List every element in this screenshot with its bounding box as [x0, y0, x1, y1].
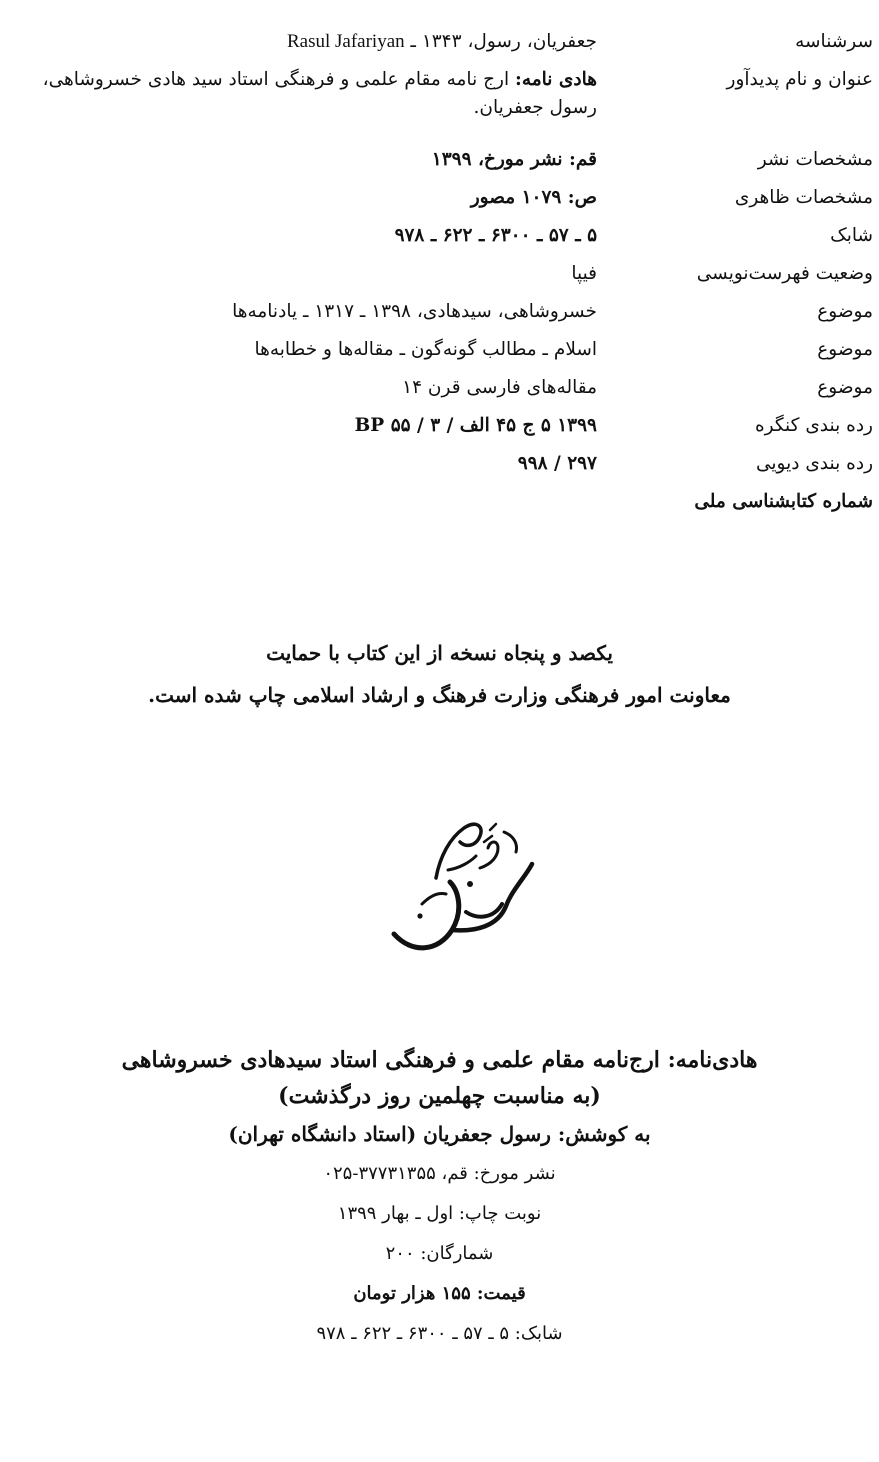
- edition-info: نوبت چاپ: اول ـ بهار ۱۳۹۹: [337, 1203, 542, 1224]
- cataloging-in-publication-block: [0, 22, 879, 520]
- support-line-1: یکصد و پنجاه نسخه از این کتاب با حمایت: [266, 641, 613, 665]
- book-editor: به کوشش: رسول جعفریان (استاد دانشگاه تهران): [228, 1122, 651, 1146]
- cip-label: موضوع: [817, 301, 873, 322]
- cip-label: مشخصات نشر: [757, 149, 873, 170]
- cip-row-status: [0, 254, 879, 292]
- cip-label: رده بندی کنگره: [754, 415, 873, 436]
- author-name-en: Rasul Jafariyan: [286, 31, 405, 52]
- cip-row-isbn: [0, 216, 879, 254]
- cip-value: ۱۳۹۹ ۵ ج ۴۵ الف / ۳ / ۵۵ BP: [354, 415, 597, 436]
- cip-value: ۵ ـ ۵۷ ـ ۶۳۰۰ ـ ۶۲۲ ـ ۹۷۸: [394, 225, 597, 246]
- cip-value: خسروشاهی، سیدهادی، ۱۳۹۸ ـ ۱۳۱۷ ـ یادنامه‌ها: [232, 301, 597, 322]
- cip-row-subject: [0, 292, 879, 330]
- cip-label: مشخصات ظاهری: [734, 187, 873, 208]
- cip-label: شابک: [830, 225, 873, 246]
- cip-label: عنوان و نام پدیدآور: [726, 69, 873, 90]
- cip-value: فیپا: [571, 263, 597, 284]
- logo-svg: [380, 812, 540, 962]
- cip-row-title: [0, 60, 879, 140]
- isbn: شابک: ۵ ـ ۵۷ ـ ۶۳۰۰ ـ ۶۲۲ ـ ۹۷۸: [316, 1323, 563, 1344]
- cip-value: ص: ۱۰۷۹ مصور: [470, 187, 597, 208]
- publisher-info: نشر مورخ: قم، ۳۷۷۳۱۳۵۵-۰۲۵: [323, 1163, 556, 1184]
- cip-label: شماره کتابشناسی ملی: [694, 491, 873, 512]
- cip-value: ۲۹۷ / ۹۹۸: [517, 453, 597, 474]
- colophon: [0, 1042, 879, 1354]
- cip-value: اسلام ـ مطالب گونه‌گون ـ مقاله‌ها و خطابه‌ها: [254, 339, 597, 360]
- cip-row-author: [0, 22, 879, 60]
- cip-label: موضوع: [817, 377, 873, 398]
- cip-label: موضوع: [817, 339, 873, 360]
- cip-value: [7, 66, 597, 122]
- cip-row-publication: [0, 140, 879, 178]
- support-line-2: معاونت امور فرهنگی وزارت فرهنگ و ارشاد اسلامی چاپ شده است.: [148, 683, 731, 707]
- cip-label: سرشناسه: [795, 31, 873, 52]
- cip-row-subject: [0, 368, 879, 406]
- cip-label: وضعیت فهرست‌نویسی: [696, 263, 873, 284]
- title-lead: هادی نامه:: [515, 69, 597, 90]
- cip-row-lc-class: [0, 406, 879, 444]
- ministry-support-notice: [0, 632, 879, 716]
- cip-row-subject: [0, 330, 879, 368]
- author-name-fa: جعفریان، رسول، ۱۳۴۳ ـ: [404, 31, 597, 52]
- cip-row-national-bib: [0, 482, 879, 520]
- publisher-calligraphy-logo-icon: [380, 812, 540, 962]
- book-title: هادی‌نامه: ارج‌نامه مقام علمی و فرهنگی استاد سیدهادی خسروشاهی: [121, 1047, 758, 1073]
- cip-row-dewey: [0, 444, 879, 482]
- cip-value: [7, 28, 597, 56]
- print-run: شمارگان: ۲۰۰: [385, 1243, 494, 1264]
- cip-row-physical: [0, 178, 879, 216]
- cip-value: مقاله‌های فارسی قرن ۱۴: [402, 377, 597, 398]
- price: قیمت: ۱۵۵ هزار تومان: [353, 1283, 526, 1304]
- book-subtitle: (به مناسبت چهلمین روز درگذشت): [278, 1083, 601, 1109]
- title-rest: ارج نامه مقام علمی و فرهنگی استاد سید هادی خسروشاهی، رسول جعفریان.: [42, 69, 597, 118]
- cip-label: رده بندی دیویی: [755, 453, 873, 474]
- cip-value: قم: نشر مورخ، ۱۳۹۹: [431, 149, 597, 170]
